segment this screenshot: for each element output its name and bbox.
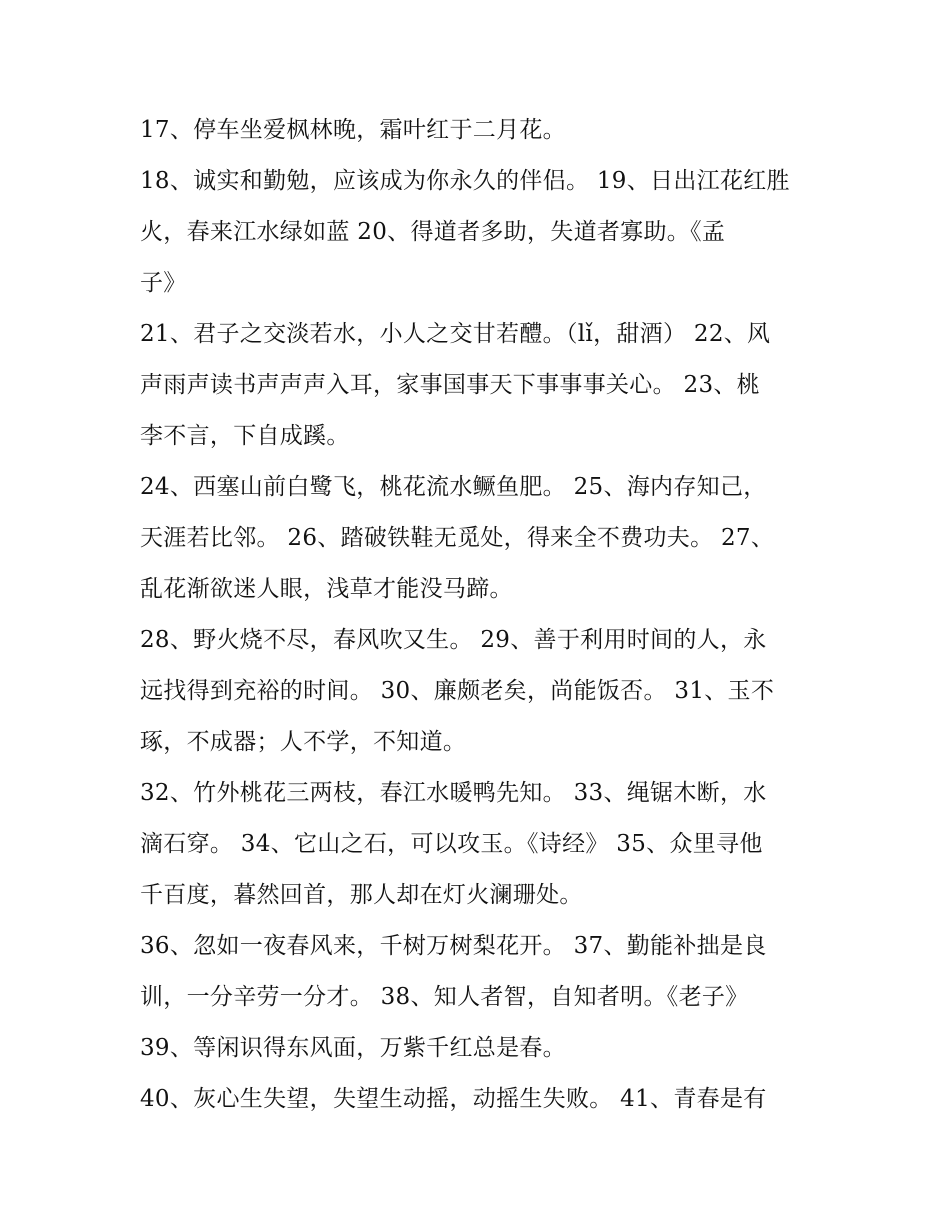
text-line: 天涯若比邻。 26、踏破铁鞋无觅处，得来全不费功夫。 27、 <box>140 525 775 551</box>
text-line: 声雨声读书声声声入耳，家事国事天下事事事关心。 23、桃 <box>140 372 760 398</box>
document-text-body <box>140 107 830 1127</box>
text-line: 36、忽如一夜春风来，千树万树梨花开。 37、勤能补拙是良 <box>140 933 767 959</box>
text-line: 28、野火烧不尽，春风吹又生。 29、善于利用时间的人，永 <box>140 627 767 653</box>
text-line: 24、西塞山前白鹭飞，桃花流水鳜鱼肥。 25、海内存知己， <box>140 474 767 500</box>
text-line: 39、等闲识得东风面，万紫千红总是春。 <box>140 1035 566 1061</box>
text-line: 40、灰心生失望，失望生动摇，动摇生失败。 41、青春是有 <box>140 1086 767 1112</box>
text-line: 李不言，下自成蹊。 <box>140 423 350 449</box>
text-line: 乱花渐欲迷人眼，浅草才能没马蹄。 <box>140 576 513 602</box>
text-line: 滴石穿。 34、它山之石，可以攻玉。《诗经》 35、众里寻他 <box>140 831 763 857</box>
text-line: 17、停车坐爱枫林晚，霜叶红于二月花。 <box>140 117 566 143</box>
text-line: 21、君子之交淡若水，小人之交甘若醴。（lǐ，甜酒） 22、风 <box>140 321 771 347</box>
text-line: 子》 <box>140 270 187 296</box>
text-line: 18、诚实和勤勉，应该成为你永久的伴侣。 19、日出江花红胜 <box>140 168 790 194</box>
text-line: 32、竹外桃花三两枝，春江水暖鸭先知。 33、绳锯木断，水 <box>140 780 767 806</box>
text-line: 训，一分辛劳一分才。 38、知人者智，自知者明。《老子》 <box>140 984 749 1010</box>
text-line: 远找得到充裕的时间。 30、廉颇老矣，尚能饭否。 31、玉不 <box>140 678 775 704</box>
text-line: 火，春来江水绿如蓝 20、得道者多助，失道者寡助。《孟 <box>140 219 726 245</box>
text-line: 琢，不成器；人不学，不知道。 <box>140 729 467 755</box>
text-line: 千百度，暮然回首，那人却在灯火澜珊处。 <box>140 882 583 908</box>
